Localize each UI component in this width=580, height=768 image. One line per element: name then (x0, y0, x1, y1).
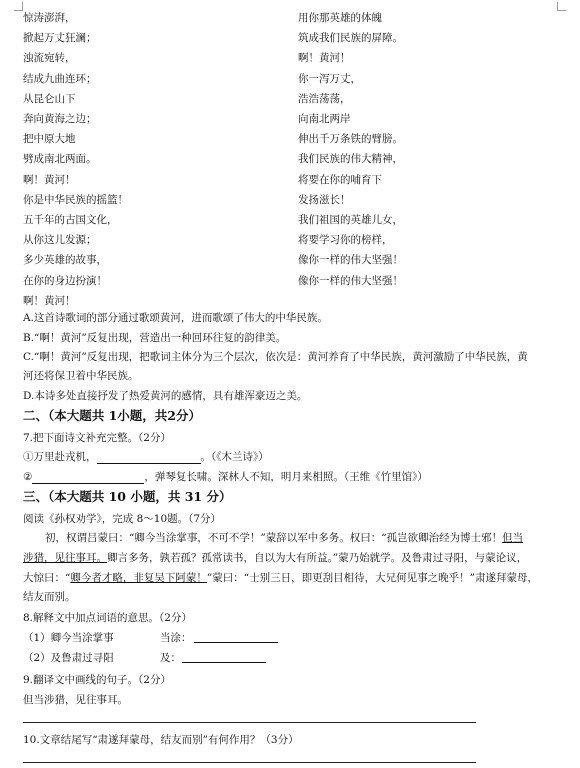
question-8: 8.解释文中加点词语的意思。（2分） (23, 612, 192, 624)
option-a: A.这首诗歌词的部分通过歌颂黄河，进而歌颂了伟大的中华民族。 (23, 312, 328, 324)
option-b: B.“啊！黄河”反复出现，营造出一种回环往复的韵律美。 (23, 332, 287, 344)
q7-line-2 (23, 471, 428, 484)
poem-line-left: 从你这儿发源； (23, 234, 97, 247)
poem-line-right: 我们祖国的英雄儿女， (298, 214, 403, 226)
q8-item-2 (23, 652, 181, 665)
passage-underlined-quote: 卿今者才略，非复吴下阿蒙！ (70, 572, 207, 584)
passage-line-1 (45, 532, 523, 545)
poem-line-left: 五千年的古国文化， (23, 214, 118, 226)
poem-line-left: 奔向黄海之边； (23, 113, 97, 125)
passage-line-3-text-a: 大惊曰：“ (23, 572, 71, 584)
q7-line-2-suffix: ，弹琴复长啸。深林人不知，明月来相照。（王维《竹里馆》） (144, 471, 428, 483)
question-10: 10.文章结尾写“肃遂拜蒙母，结友而别”有何作用？（3分） (23, 734, 299, 746)
q7-blank-1[interactable] (97, 453, 201, 464)
poem-line-left: 惊涛澎湃， (23, 12, 76, 24)
poem-line-left: 啊！黄河！ (23, 294, 76, 307)
poem-line-right: 筑成我们民族的屏障。 (298, 32, 403, 45)
q7-line-1 (23, 451, 269, 464)
poem-line-right: 你一泻万丈， (298, 72, 361, 85)
question-7: 7.把下面诗文补充完整。（2分） (23, 432, 171, 444)
passage-line-1-text: 初，权谓吕蒙曰：“卿今当涂掌事，不可不学！”蒙辞以军中多务。权曰：“孤岂欲卿治经为博士邪！ (45, 532, 503, 544)
page-corner-mark-right (557, 2, 566, 11)
passage-line-3 (23, 572, 538, 585)
poem-line-left: 从昆仑山下 (23, 92, 76, 105)
poem-line-right: 伸出千万条铁的臂膀。 (298, 133, 403, 146)
section-2-heading: 二、（本大题共 1小题，共2分） (23, 408, 201, 423)
q7-blank-2[interactable] (32, 473, 144, 484)
option-c-line2: 河还将保卫着中华民族。 (23, 370, 139, 382)
passage-line-2 (23, 552, 527, 565)
passage-line-3-text-c: ”蒙曰：“士别三日，即更刮目相待，大兄何见事之晚乎！”肃遂拜蒙母， (206, 572, 538, 584)
page-corner-mark-left (14, 2, 23, 11)
question-9: 9.翻译文中画线的句子。（2分） (23, 674, 171, 686)
poem-line-left: 在你的身边扮演！ (23, 274, 107, 287)
q8-blank-2[interactable] (182, 652, 266, 663)
poem-line-right: 浩浩荡荡， (298, 92, 351, 105)
poem-line-left: 劈成南北两面。 (23, 153, 97, 166)
reading-intro: 阅读《孙权劝学》，完成 8～10题。（7分） (23, 513, 222, 525)
poem-line-right: 用你那英雄的体魄 (298, 12, 382, 24)
poem-line-right: 发扬滋长！ (298, 193, 351, 206)
poem-line-left: 你是中华民族的摇篮！ (23, 193, 128, 206)
q7-line-1-prefix: ①万里赴戎机， (23, 451, 97, 463)
passage-line-2-text: 卿言多务，孰若孤？孤常读书，自以为大有所益。”蒙乃始就学。及鲁肃过寻阳，与蒙论议， (107, 552, 528, 564)
q8-item-1-word: 当涂： (160, 632, 192, 644)
q8-item-1 (23, 632, 192, 645)
passage-underlined-sentence-end: 涉猎，见往事耳。 (23, 552, 107, 564)
q9-answer-line[interactable] (23, 722, 476, 723)
poem-line-left: 啊！黄河！ (23, 173, 76, 186)
passage-line-4: 结友而别。 (23, 591, 76, 603)
poem-line-right: 啊！黄河！ (298, 52, 351, 65)
poem-line-right: 像你一样的伟大坚强！ (298, 254, 403, 267)
q8-item-1-text: （1）卿今当涂掌事 (23, 632, 114, 644)
q9-sentence: 但当涉猎，见往事耳。 (23, 694, 128, 706)
q8-item-2-text: （2）及鲁肃过寻阳 (23, 652, 114, 664)
poem-line-left: 掀起万丈狂澜； (23, 32, 97, 45)
q8-item-2-word: 及： (160, 652, 181, 664)
poem-line-left: 结成九曲连环； (23, 72, 97, 85)
poem-line-right: 像你一样的伟大坚强！ (298, 274, 403, 287)
q7-line-2-prefix: ② (23, 471, 33, 483)
poem-line-right: 我们民族的伟大精神， (298, 153, 403, 166)
poem-line-left: 把中原大地 (23, 133, 76, 146)
q7-line-1-suffix: 。（《木兰诗》） (200, 451, 269, 463)
poem-line-left: 多少英雄的故事， (23, 254, 107, 267)
q10-answer-line[interactable] (23, 762, 476, 763)
poem-line-left: 浊流宛转， (23, 52, 76, 65)
passage-underlined-sentence-start: 但当 (502, 532, 524, 544)
q8-blank-1[interactable] (194, 632, 278, 643)
option-c-line1: C.“啊！黄河”反复出现，把歌词主体分为三个层次，依次是：黄河养育了中华民族，黄河激励了中华民族，黄 (23, 351, 528, 363)
poem-line-right: 将要学习你的榜样， (298, 234, 393, 247)
poem-line-right: 向南北两岸 (298, 113, 351, 125)
option-d: D.本诗多处直接抒发了热爱黄河的感情，具有雄浑豪迈之美。 (23, 390, 308, 402)
poem-line-right: 将要在你的哺育下 (298, 173, 382, 186)
section-3-heading: 三、（本大题共 10 小题，共 31 分） (23, 489, 232, 504)
